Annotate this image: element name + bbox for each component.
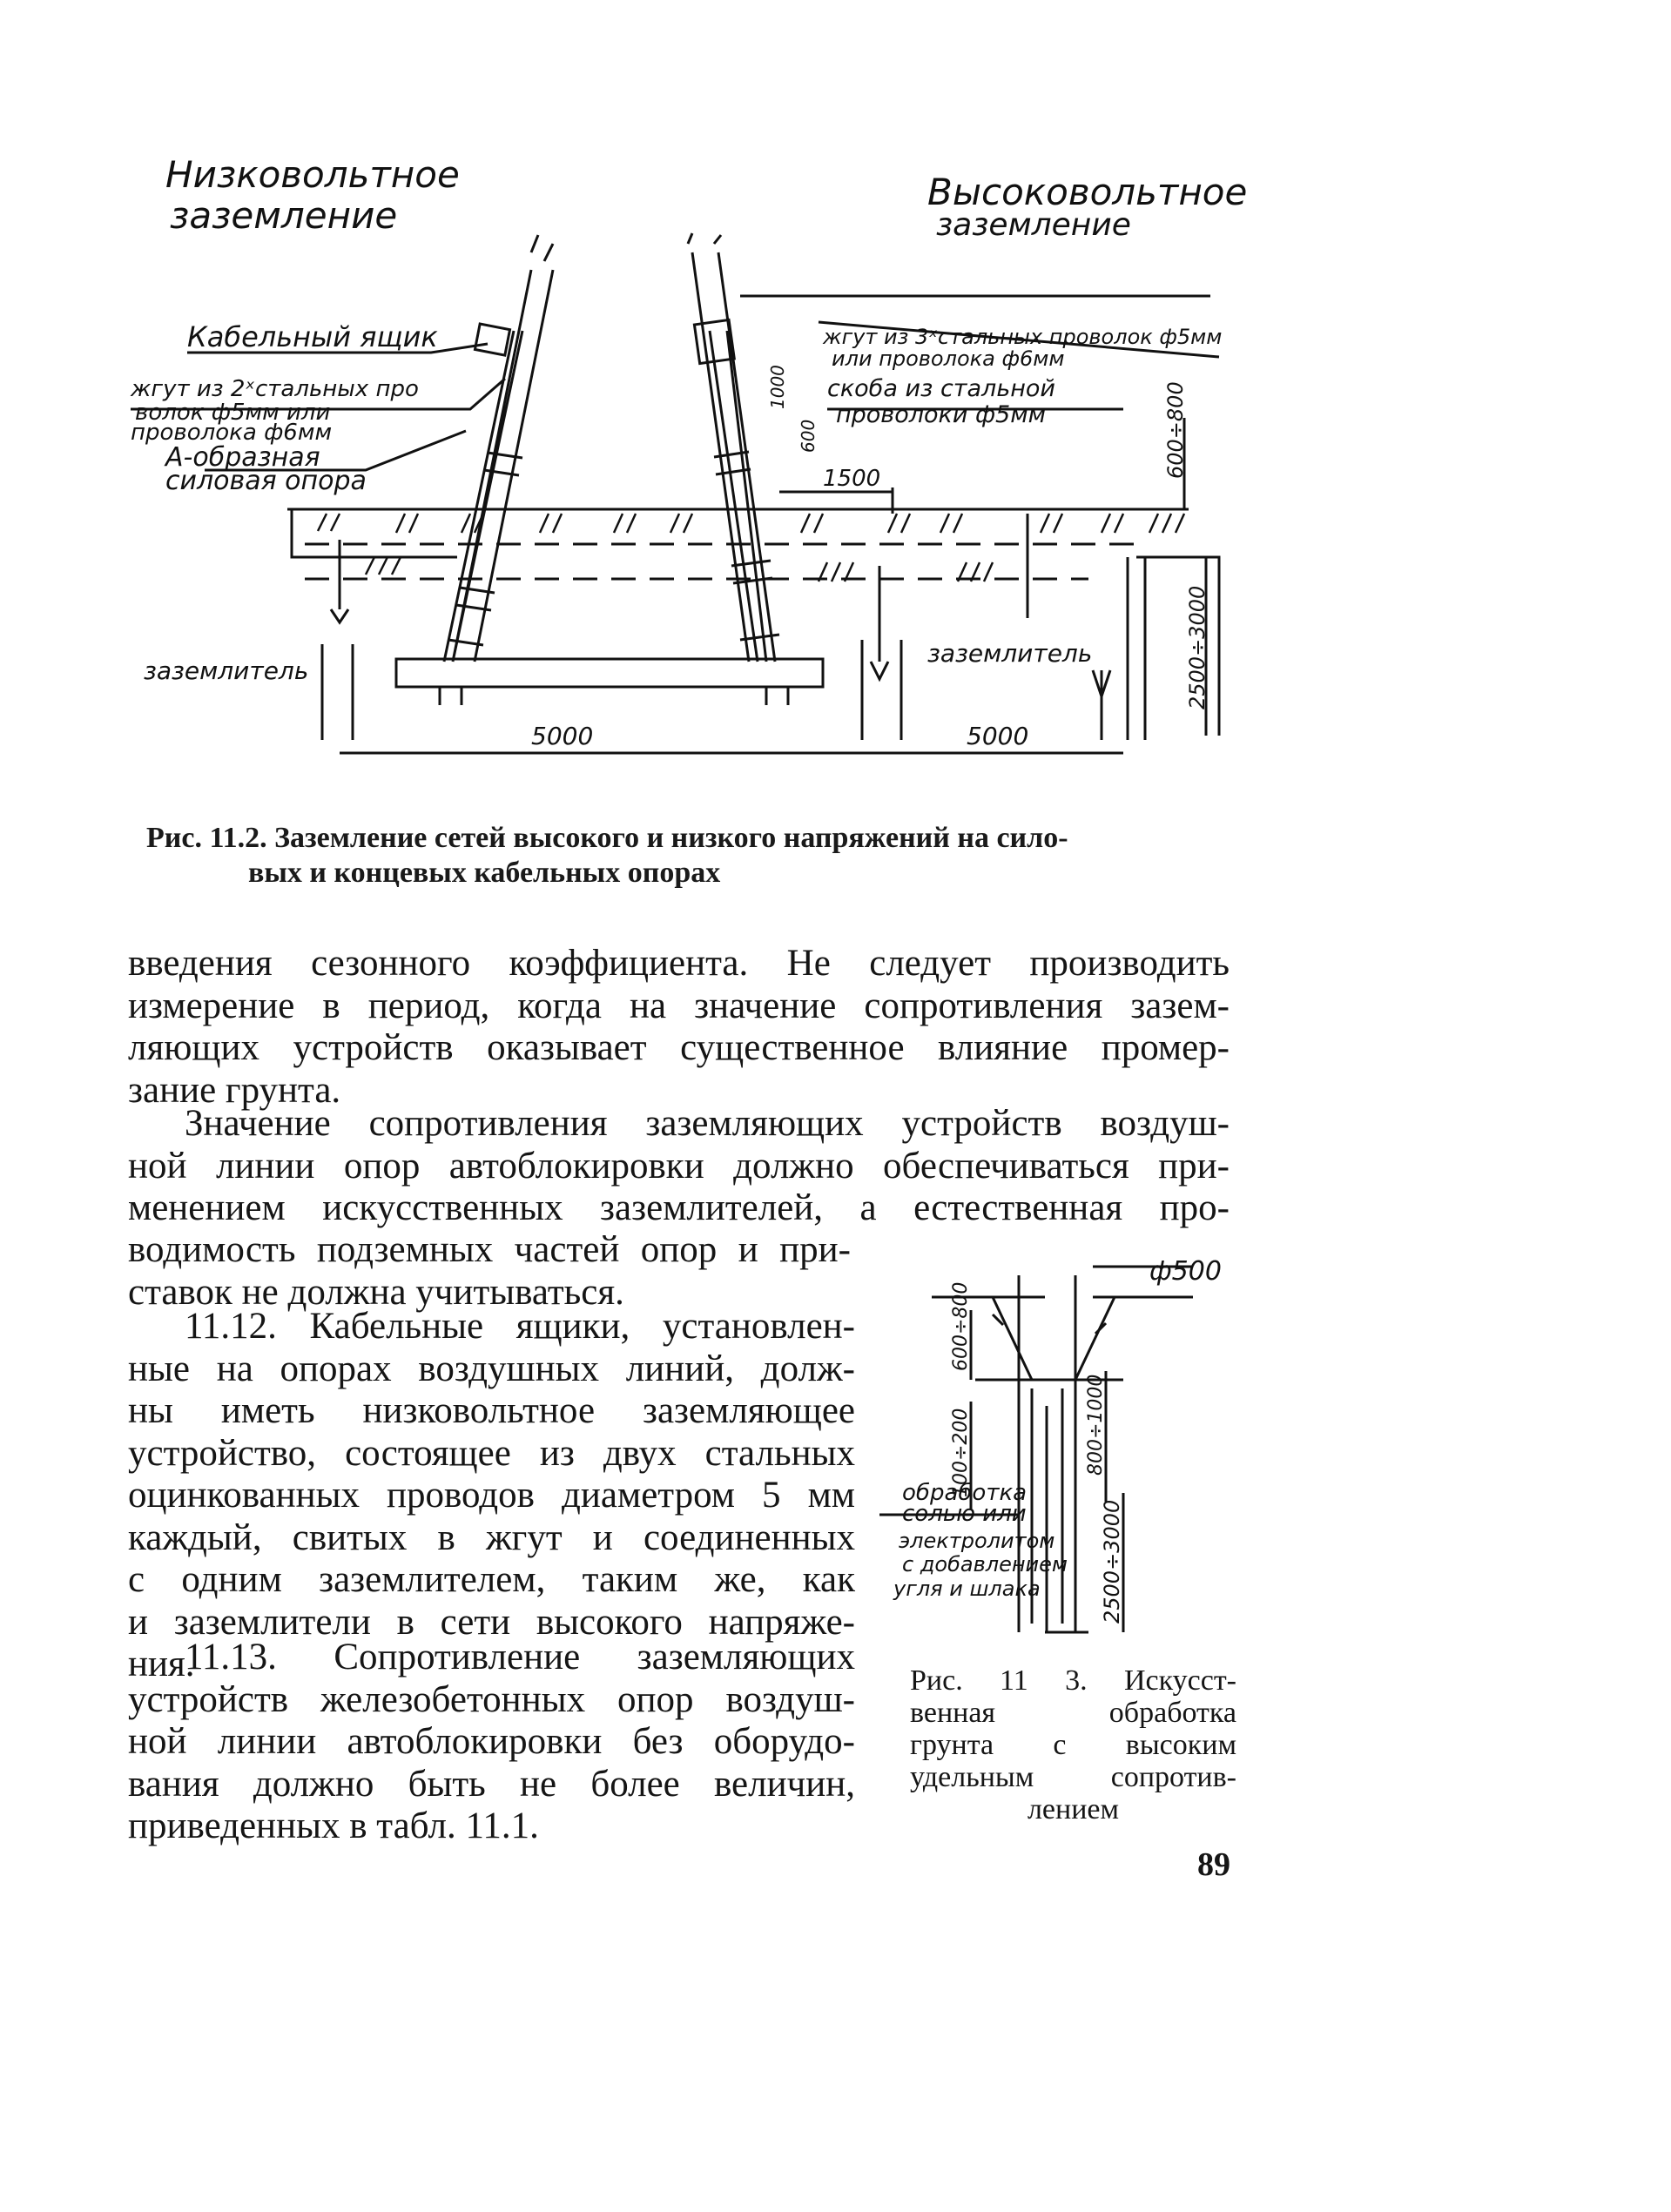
callout-cable-box: Кабельный ящик xyxy=(187,320,438,353)
svg-text:с добавлением: с добавлением xyxy=(902,1552,1068,1577)
callout-treatment xyxy=(893,1480,1068,1601)
text-line: ляющих устройств оказывает существенное влияние промер- xyxy=(128,1027,1230,1068)
dim-2500-3000: 2500÷3000 xyxy=(1185,585,1209,709)
high-voltage-pole-right xyxy=(692,252,775,662)
paragraph-2-continued xyxy=(128,1229,851,1314)
caption-line: Рис. 11.2. Заземление сетей высокого и низкого напряжений на сило- xyxy=(146,822,1068,854)
text-line: ной линии автоблокировки без оборудо- xyxy=(128,1721,855,1762)
svg-text:волок ф5мм или: волок ф5мм или xyxy=(135,400,331,426)
text-line: введения сезонного коэффициента. Не следует производить xyxy=(128,943,1230,984)
paragraph-4 xyxy=(128,1637,855,1848)
text-line: ставок не должна учитываться. xyxy=(128,1271,624,1313)
svg-text:жгут из 3ˣстальных проволок ф5: жгут из 3ˣстальных проволок ф5мм xyxy=(823,325,1223,349)
caption-line: лением xyxy=(1027,1793,1120,1825)
figure-11-3 xyxy=(879,1249,1245,1650)
dim-600-800: 600÷800 xyxy=(1163,381,1188,479)
dim-5000-left: 5000 xyxy=(531,722,594,750)
caption-line: Рис. 11 3. Искусст- xyxy=(910,1664,1236,1697)
dim-600-800: 600÷800 xyxy=(950,1281,972,1371)
text-line: ной линии опор автоблокировки должно обеспечиваться при- xyxy=(128,1145,1230,1187)
text-line: вания должно быть не более величин, xyxy=(128,1763,855,1805)
text-line: и заземлители в сети высокого напряже- xyxy=(128,1601,855,1643)
caption-line: грунта с высоким xyxy=(910,1729,1236,1761)
svg-text:угля и шлака: угля и шлака xyxy=(893,1577,1041,1601)
text-line: 11.13. Сопротивление заземляющих xyxy=(185,1637,855,1677)
callout-grounding-left: заземлитель xyxy=(144,656,309,685)
text-line: Значение сопротивления заземляющих устройств воздуш- xyxy=(185,1103,1230,1144)
svg-text:Высоковольтное: Высоковольтное xyxy=(927,171,1248,213)
label-low-voltage xyxy=(165,153,460,237)
svg-text:Низковольтное: Низковольтное xyxy=(165,153,460,196)
figure-11-2-caption xyxy=(146,821,1243,891)
callout-harness-low xyxy=(130,376,419,446)
callout-a-frame xyxy=(164,442,367,496)
svg-text:А-образная: А-образная xyxy=(165,442,320,473)
text-line: 11.12. Кабельные ящики, установлен- xyxy=(185,1306,855,1347)
paragraph-3 xyxy=(128,1306,855,1686)
text-line: водимость подземных частей опор и при- xyxy=(128,1229,851,1270)
dim-d500: ф500 xyxy=(1149,1256,1222,1287)
caption-line: венная обработка xyxy=(910,1697,1236,1729)
svg-text:скоба из стальной: скоба из стальной xyxy=(827,375,1055,402)
callout-bracket xyxy=(827,375,1055,428)
svg-text:жгут из 2ˣстальных про: жгут из 2ˣстальных про xyxy=(131,376,419,402)
caption-line: удельным сопротив- xyxy=(910,1761,1236,1793)
dim-1000: 1000 xyxy=(767,365,788,409)
text-line: оцинкованных проводов диаметром 5 мм xyxy=(128,1475,855,1516)
paragraph-1 xyxy=(128,943,1230,1112)
callout-harness-high xyxy=(822,325,1222,371)
paragraph-2 xyxy=(128,1103,1230,1230)
svg-text:проволока ф6мм: проволока ф6мм xyxy=(131,420,333,446)
dim-1500: 1500 xyxy=(823,466,881,492)
text-line: измерение в период, когда на значение сопротивления зазем- xyxy=(128,985,1230,1026)
text-line: приведенных в табл. 11.1. xyxy=(128,1805,539,1846)
dim-600-small: 600 xyxy=(798,419,819,453)
svg-text:обработка: обработка xyxy=(902,1480,1028,1506)
grounding-electrode-left xyxy=(331,540,348,622)
text-line: зание грунта. xyxy=(128,1069,341,1111)
svg-text:солью или: солью или xyxy=(902,1501,1027,1527)
dim-100-200: 100÷200 xyxy=(950,1408,972,1497)
svg-text:электролитом: электролитом xyxy=(899,1529,1055,1553)
dim-800-1000: 800÷1000 xyxy=(1085,1374,1107,1476)
text-line: менением искусственных заземлителей, а естественная про- xyxy=(128,1187,1230,1228)
callout-grounding-right: заземлитель xyxy=(927,639,1093,668)
text-line: устройств железобетонных опор воздуш- xyxy=(128,1678,855,1720)
svg-text:проволоки ф5мм: проволоки ф5мм xyxy=(836,401,1046,428)
text-line: ны иметь низковольтное заземляющее xyxy=(128,1390,855,1431)
text-line: ные на опорах воздушных линий, долж- xyxy=(128,1348,855,1389)
text-line: устройство, состоящее из двух стальных xyxy=(128,1432,855,1474)
base-beam xyxy=(396,659,823,687)
figure-11-2 xyxy=(0,0,1671,783)
svg-text:заземление: заземление xyxy=(936,207,1131,243)
figure-11-3-caption xyxy=(910,1664,1236,1825)
page-number: 89 xyxy=(1197,1846,1230,1883)
text-line: каждый, свитых в жгут и соединенных xyxy=(128,1516,855,1558)
text-line: ния. xyxy=(128,1644,195,1684)
label-high-voltage xyxy=(927,171,1247,243)
dim-5000-right: 5000 xyxy=(967,722,1029,750)
text-line: с одним заземлителем, таким же, как xyxy=(128,1559,855,1600)
dim-2500-3000: 2500÷3000 xyxy=(1100,1499,1124,1624)
svg-text:или проволока ф6мм: или проволока ф6мм xyxy=(832,346,1065,371)
svg-text:заземление: заземление xyxy=(170,194,398,237)
svg-text:силовая опора: силовая опора xyxy=(165,466,367,496)
caption-line: вых и концевых кабельных опорах xyxy=(248,857,721,889)
